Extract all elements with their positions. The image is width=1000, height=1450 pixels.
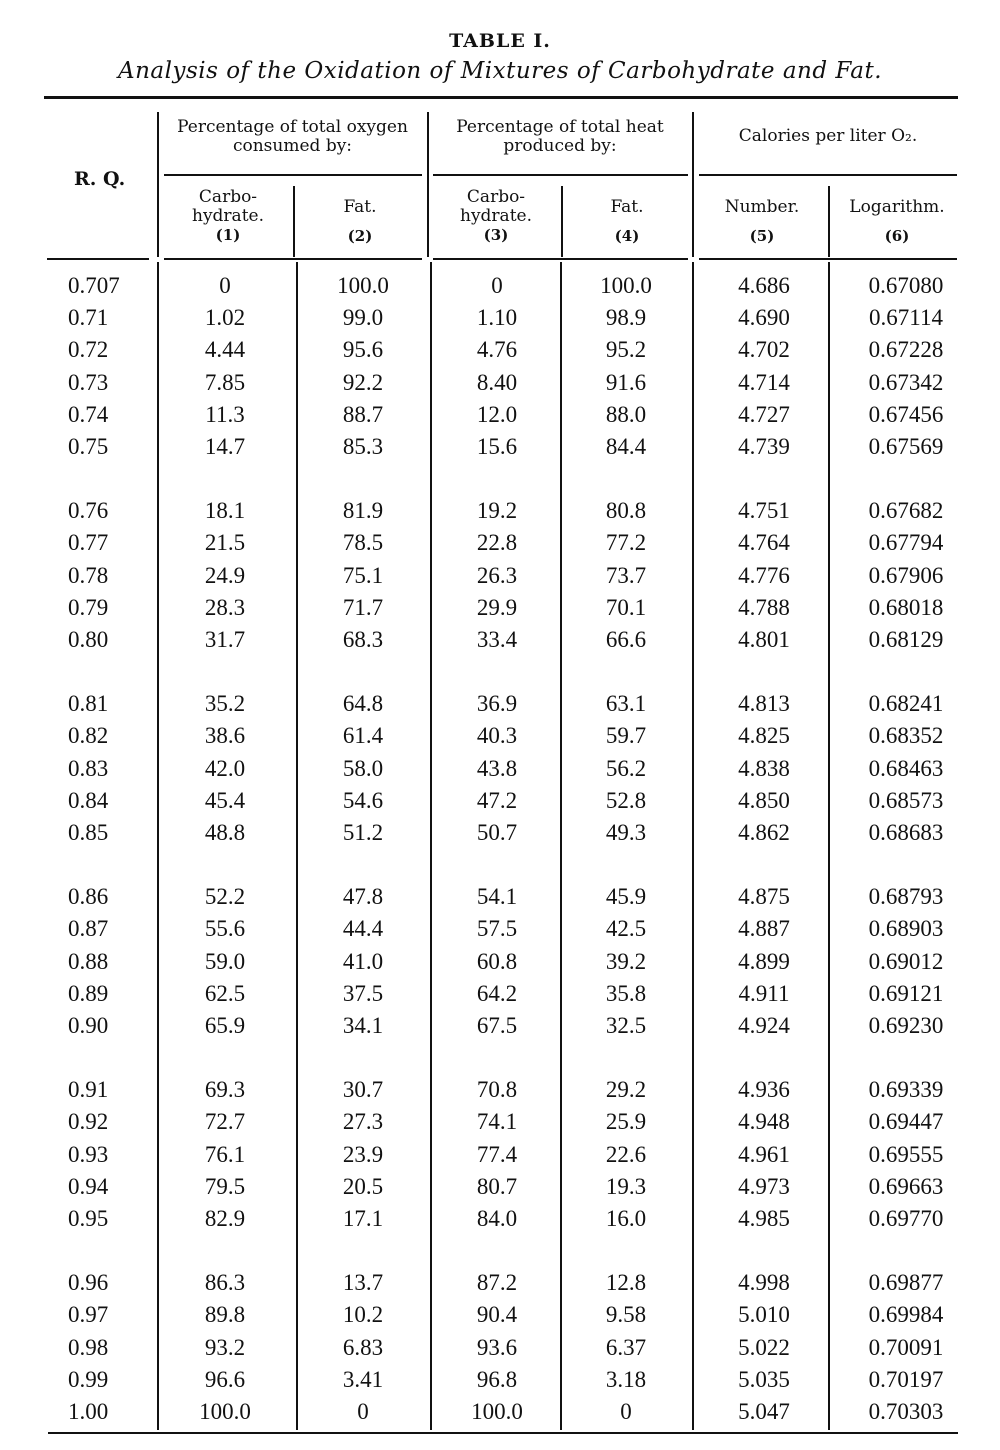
table-cell: 99.0 [342,305,384,331]
table-cell: 35.2 [204,691,246,717]
table-cell: 4.714 [738,369,790,395]
table-cell: 4.739 [738,434,790,459]
table-cell: 0.68018 [868,594,944,620]
table-cell: 74.1 [476,1109,518,1135]
table-cell: 4.948 [738,1109,790,1135]
table-row [0,881,1000,913]
table-cell: 93.2 [204,1334,246,1360]
header-divider [561,186,563,257]
table-cell: 0.69447 [868,1109,944,1135]
table-cell: 4.862 [738,820,790,845]
rq-value: 0.82 [68,723,109,749]
table-cell: 0.69877 [868,1270,944,1296]
table-cell: 91.6 [605,369,647,395]
table-cell: 14.7 [204,434,246,459]
table-cell: 0.67569 [868,434,944,459]
column-header-number: (6) [884,227,910,245]
table-cell: 0.68903 [868,916,944,942]
table-cell: 4.764 [738,530,790,556]
table-cell: 0.67906 [868,562,944,588]
table-cell: 86.3 [204,1270,246,1296]
rq-value: 0.91 [68,1077,109,1103]
rq-value: 0.76 [68,498,109,524]
group-header-heat: Percentage of total heat produced by: [456,117,664,156]
rq-value: 0.92 [68,1109,109,1135]
table-cell: 98.9 [605,305,647,331]
table-cell: 4.850 [738,787,790,813]
table-cell: 58.0 [342,755,384,781]
rq-value: 0.99 [68,1366,109,1392]
table-row [0,1364,1000,1396]
table-cell: 64.2 [476,980,518,1006]
table-cell: 54.6 [342,787,384,813]
column-header [698,198,826,246]
table-cell: 12.0 [476,401,518,427]
header-divider [692,112,694,257]
column-header-number: (2) [347,227,373,245]
header-bottom-rule [164,258,422,260]
rq-value: 0.86 [68,884,109,910]
table-cell: 0.70303 [868,1399,944,1424]
rq-value: 0.87 [68,916,109,942]
table-cell: 8.40 [476,369,518,395]
table-cell: 42.0 [204,755,246,781]
table-cell: 82.9 [204,1206,246,1231]
table-cell: 5.022 [738,1334,790,1360]
table-cell: 5.047 [738,1399,790,1424]
rq-value: 0.97 [68,1302,109,1328]
table-cell: 4.998 [738,1270,790,1296]
table-cell: 0.69663 [868,1173,944,1199]
table-cell: 9.58 [605,1302,647,1328]
table-cell: 4.727 [738,401,790,427]
table-cell: 88.0 [605,401,647,427]
table-row [0,1074,1000,1106]
table-cell: 79.5 [204,1173,246,1199]
table-row [0,399,1000,431]
table-cell: 12.8 [605,1270,647,1296]
group-header-calories: Calories per liter O₂. [738,126,918,146]
table-title: TABLE I. [449,30,551,52]
table-row [0,270,1000,302]
table-cell: 0 [219,273,231,298]
table-row [0,302,1000,334]
table-cell: 3.18 [605,1366,647,1392]
table-cell: 42.5 [605,916,647,942]
table-cell: 7.85 [204,369,246,395]
table-cell: 55.6 [204,916,246,942]
table-cell: 69.3 [204,1077,246,1103]
rq-value: 0.75 [68,434,109,459]
table-cell: 61.4 [342,723,384,749]
table-cell: 0.68573 [868,787,944,813]
rq-header: R. Q. [74,168,126,190]
table-row [0,688,1000,720]
table-cell: 23.9 [342,1141,384,1167]
table-cell: 78.5 [342,530,384,556]
table-cell: 0.70197 [868,1366,944,1392]
table-cell: 4.690 [738,305,790,331]
header-divider [828,186,830,257]
rq-value: 0.98 [68,1334,109,1360]
table-cell: 63.1 [605,691,647,717]
table-cell: 4.702 [738,337,790,363]
table-cell: 4.76 [476,337,518,363]
rq-value: 0.71 [68,305,109,331]
table-cell: 25.9 [605,1109,647,1135]
table-row [0,592,1000,624]
table-cell: 70.1 [605,594,647,620]
top-rule [44,96,958,99]
table-cell: 50.7 [476,820,518,845]
table-row [0,1106,1000,1138]
table-cell: 80.8 [605,498,647,524]
table-cell: 0.69555 [868,1141,944,1167]
table-cell: 4.686 [738,273,790,298]
table-cell: 4.751 [738,498,790,524]
column-header-label: Carbo-hydrate. [460,187,532,226]
table-cell: 4.776 [738,562,790,588]
table-cell: 32.5 [605,1013,647,1038]
table-cell: 1.02 [204,305,246,331]
table-row [0,720,1000,752]
table-cell: 4.875 [738,884,790,910]
rq-value: 1.00 [68,1399,109,1424]
table-cell: 4.813 [738,691,790,717]
table-cell: 47.2 [476,787,518,813]
table-row [0,1171,1000,1203]
column-header [296,198,424,246]
table-cell: 22.8 [476,530,518,556]
table-row [0,1203,1000,1235]
table-cell: 52.2 [204,884,246,910]
table-cell: 3.41 [342,1366,384,1392]
header-bottom-rule [433,258,688,260]
table-row [0,753,1000,785]
column-header-label: Logarithm. [849,197,945,217]
table-row [0,367,1000,399]
table-cell: 0.68129 [868,627,944,652]
table-cell: 85.3 [342,434,384,459]
table-cell: 75.1 [342,562,384,588]
table-cell: 0.67114 [869,305,943,331]
group-underline [433,174,688,176]
rq-value: 0.94 [68,1173,109,1199]
column-header [832,198,962,246]
rq-value: 0.90 [68,1013,109,1038]
table-cell: 64.8 [342,691,384,717]
table-cell: 38.6 [204,723,246,749]
rq-value: 0.79 [68,594,109,620]
table-cell: 4.899 [738,948,790,974]
rq-value: 0.83 [68,755,109,781]
table-cell: 19.2 [476,498,518,524]
table-cell: 0 [357,1399,369,1424]
table-cell: 45.9 [605,884,647,910]
table-cell: 4.825 [738,723,790,749]
table-cell: 57.5 [476,916,518,942]
column-header-label: Carbo-hydrate. [192,187,264,226]
table-cell: 56.2 [605,755,647,781]
table-row [0,785,1000,817]
rq-value: 0.73 [68,369,109,395]
table-cell: 4.44 [204,337,246,363]
table-cell: 27.3 [342,1109,384,1135]
table-cell: 51.2 [342,820,384,845]
table-subtitle: Analysis of the Oxidation of Mixtures of Carbohydrate and Fat. [117,58,883,84]
table-cell: 100.0 [471,1399,523,1424]
rq-value: 0.80 [68,627,109,652]
table-cell: 18.1 [204,498,246,524]
table-row [0,1267,1000,1299]
table-cell: 0.67682 [868,498,944,524]
column-header [432,188,560,245]
table-cell: 4.936 [738,1077,790,1103]
table-cell: 19.3 [605,1173,647,1199]
table-cell: 45.4 [204,787,246,813]
table-row [0,1299,1000,1331]
table-cell: 0.69230 [868,1013,944,1038]
table-cell: 33.4 [476,627,518,652]
table-cell: 100.0 [199,1399,251,1424]
table-cell: 0.69339 [868,1077,944,1103]
table-cell: 76.1 [204,1141,246,1167]
table-row [0,1139,1000,1171]
table-cell: 15.6 [476,434,518,459]
rq-value: 0.707 [68,273,120,298]
table-row [0,334,1000,366]
table-row [0,946,1000,978]
table-cell: 43.8 [476,755,518,781]
table-cell: 39.2 [605,948,647,974]
table-cell: 0.69121 [868,980,944,1006]
table-row [0,1332,1000,1364]
table-cell: 0.69012 [868,948,944,974]
rq-value: 0.77 [68,530,109,556]
rq-value: 0.81 [68,691,109,717]
table-cell: 6.83 [342,1334,384,1360]
table-cell: 11.3 [205,401,245,427]
rq-value: 0.78 [68,562,109,588]
rq-value: 0.95 [68,1206,109,1231]
table-row [0,978,1000,1010]
table-cell: 30.7 [342,1077,384,1103]
table-row [0,431,1000,463]
table-cell: 47.8 [342,884,384,910]
rq-value: 0.85 [68,820,109,845]
table-cell: 4.973 [738,1173,790,1199]
table-cell: 41.0 [342,948,384,974]
table-cell: 28.3 [204,594,246,620]
rq-value: 0.89 [68,980,109,1006]
table-cell: 0.68463 [868,755,944,781]
table-cell: 16.0 [605,1206,647,1231]
table-cell: 66.6 [605,627,647,652]
table-cell: 80.7 [476,1173,518,1199]
rq-value: 0.84 [68,787,109,813]
table-cell: 59.0 [204,948,246,974]
header-divider [157,112,159,257]
table-row [0,913,1000,945]
column-header-number: (4) [614,227,640,245]
table-cell: 0.67456 [868,401,944,427]
table-cell: 4.801 [738,627,790,652]
table-row [0,495,1000,527]
column-header-number: (1) [215,226,241,244]
table-cell: 35.8 [605,980,647,1006]
table-cell: 77.2 [605,530,647,556]
table-cell: 4.985 [738,1206,790,1231]
table-cell: 88.7 [342,401,384,427]
table-cell: 73.7 [605,562,647,588]
rq-value: 0.88 [68,948,109,974]
table-cell: 0 [491,273,503,298]
table-cell: 93.6 [476,1334,518,1360]
group-header-oxygen: Percentage of total oxygen consumed by: [177,117,408,156]
column-header-number: (5) [749,227,775,245]
column-header [164,188,292,245]
table-cell: 100.0 [600,273,652,298]
table-cell: 13.7 [342,1270,384,1296]
table-cell: 77.4 [476,1141,518,1167]
table-cell: 54.1 [476,884,518,910]
table-cell: 84.4 [605,434,647,459]
table-cell: 4.961 [738,1141,790,1167]
table-cell: 29.9 [476,594,518,620]
table-cell: 100.0 [337,273,389,298]
table-cell: 4.788 [738,594,790,620]
table-cell: 0.68241 [868,691,944,717]
rq-value: 0.74 [68,401,109,427]
table-cell: 22.6 [605,1141,647,1167]
table-cell: 17.1 [342,1206,384,1231]
table-cell: 89.8 [204,1302,246,1328]
header-bottom-rule [699,258,957,260]
table-cell: 71.7 [342,594,384,620]
rq-value: 0.72 [68,337,109,363]
table-cell: 62.5 [204,980,246,1006]
table-cell: 81.9 [342,498,384,524]
column-header-label: Fat. [610,197,644,217]
table-cell: 20.5 [342,1173,384,1199]
table-cell: 0.69984 [868,1302,944,1328]
table-cell: 84.0 [476,1206,518,1231]
table-cell: 26.3 [476,562,518,588]
rq-value: 0.93 [68,1141,109,1167]
table-cell: 49.3 [605,820,647,845]
table-cell: 34.1 [342,1013,384,1038]
table-cell: 40.3 [476,723,518,749]
table-cell: 24.9 [204,562,246,588]
table-cell: 4.838 [738,755,790,781]
table-cell: 59.7 [605,723,647,749]
column-header [564,198,690,246]
column-header-label: Fat. [343,197,377,217]
table-cell: 6.37 [605,1334,647,1360]
table-cell: 65.9 [204,1013,246,1038]
table-row [0,624,1000,656]
table-cell: 52.8 [605,787,647,813]
table-cell: 70.8 [476,1077,518,1103]
table-cell: 95.2 [605,337,647,363]
table-cell: 48.8 [204,820,246,845]
table-cell: 87.2 [476,1270,518,1296]
header-divider [427,112,429,257]
table-cell: 0 [620,1399,632,1424]
header-divider [293,186,295,257]
table-cell: 0.67080 [868,273,944,298]
table-cell: 37.5 [342,980,384,1006]
bottom-rule [48,1432,958,1434]
rq-value: 0.96 [68,1270,109,1296]
table-cell: 96.8 [476,1366,518,1392]
table-cell: 10.2 [342,1302,384,1328]
table-row [0,1010,1000,1042]
table-cell: 95.6 [342,337,384,363]
table-cell: 29.2 [605,1077,647,1103]
table-cell: 0.67228 [868,337,944,363]
table-cell: 68.3 [342,627,384,652]
column-header-label: Number. [724,197,800,217]
table-cell: 0.67794 [868,530,944,556]
table-cell: 36.9 [476,691,518,717]
table-cell: 0.70091 [868,1334,944,1360]
table-cell: 92.2 [342,369,384,395]
table-cell: 4.924 [738,1013,790,1038]
table-cell: 21.5 [204,530,246,556]
table-cell: 0.67342 [868,369,944,395]
table-cell: 31.7 [204,627,246,652]
table-cell: 67.5 [476,1013,518,1038]
table-cell: 0.69770 [868,1206,944,1231]
table-row [0,1396,1000,1428]
table-row [0,527,1000,559]
table-cell: 5.010 [738,1302,790,1328]
table-cell: 96.6 [204,1366,246,1392]
table-cell: 44.4 [342,916,384,942]
table-row [0,560,1000,592]
table-cell: 0.68793 [868,884,944,910]
table-cell: 1.10 [476,305,518,331]
table-cell: 4.887 [738,916,790,942]
table-cell: 4.911 [738,980,790,1006]
table-cell: 72.7 [204,1109,246,1135]
table-cell: 60.8 [476,948,518,974]
column-header-number: (3) [483,226,509,244]
table-cell: 90.4 [476,1302,518,1328]
table-row [0,817,1000,849]
table-cell: 0.68683 [868,820,944,845]
table-cell: 5.035 [738,1366,790,1392]
table-cell: 0.68352 [868,723,944,749]
header-bottom-rule [47,258,149,260]
group-underline [164,174,422,176]
group-underline [699,174,957,176]
